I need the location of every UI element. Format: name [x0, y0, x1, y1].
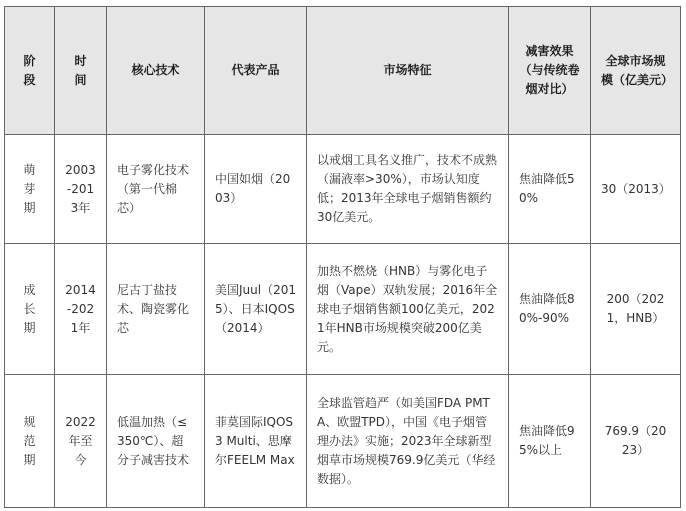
cell-time: 2003-2013年 [55, 135, 107, 244]
cell-products: 中国如烟（2003） [205, 135, 307, 244]
header-global-market: 全球市场规模（亿美元） [591, 7, 681, 135]
cell-products: 菲莫国际IQOS 3 Multi、思摩尔FEELM Max [205, 375, 307, 508]
cell-core-tech: 尼古丁盐技术、陶瓷雾化芯 [107, 244, 205, 375]
cell-global-market: 200（2021，HNB） [591, 244, 681, 375]
cell-time: 2022年至今 [55, 375, 107, 508]
cell-core-tech: 低温加热（≤350℃）、超分子减害技术 [107, 375, 205, 508]
header-core-tech: 核心技术 [107, 7, 205, 135]
cell-stage: 萌芽期 [5, 135, 55, 244]
cell-products: 美国Juul（2015）、日本IQOS（2014） [205, 244, 307, 375]
cell-harm-reduction: 焦油降低80%-90% [509, 244, 591, 375]
cell-global-market: 30（2013） [591, 135, 681, 244]
comparison-table-container [4, 6, 681, 508]
header-row [5, 7, 681, 135]
cell-harm-reduction: 焦油降低50% [509, 135, 591, 244]
cell-market: 以戒烟工具名义推广，技术不成熟（漏液率>30%），市场认知度低；2013年全球电子烟销售额约30亿美元。 [307, 135, 509, 244]
cell-market: 加热不燃烧（HNB）与雾化电子烟（Vape）双轨发展；2016年全球电子烟销售额100亿美元，2021年HNB市场规模突破200亿美元。 [307, 244, 509, 375]
cell-core-tech: 电子雾化技术（第一代棉芯） [107, 135, 205, 244]
table-row [5, 135, 681, 244]
header-time: 时间 [55, 7, 107, 135]
cell-time: 2014-2021年 [55, 244, 107, 375]
header-stage: 阶段 [5, 7, 55, 135]
table-header [5, 7, 681, 135]
table-row [5, 244, 681, 375]
cell-market: 全球监管趋严（如美国FDA PMTA、欧盟TPD），中国《电子烟管理办法》实施；2023年全球新型烟草市场规模769.9亿美元（华经数据）。 [307, 375, 509, 508]
cell-stage: 成长期 [5, 244, 55, 375]
cell-global-market: 769.9（2023） [591, 375, 681, 508]
cell-harm-reduction: 焦油降低95%以上 [509, 375, 591, 508]
table-body [5, 135, 681, 508]
header-market: 市场特征 [307, 7, 509, 135]
table-row [5, 375, 681, 508]
e-cigarette-development-table [4, 6, 681, 508]
cell-stage: 规范期 [5, 375, 55, 508]
header-products: 代表产品 [205, 7, 307, 135]
header-harm-reduction: 减害效果（与传统卷烟对比） [509, 7, 591, 135]
